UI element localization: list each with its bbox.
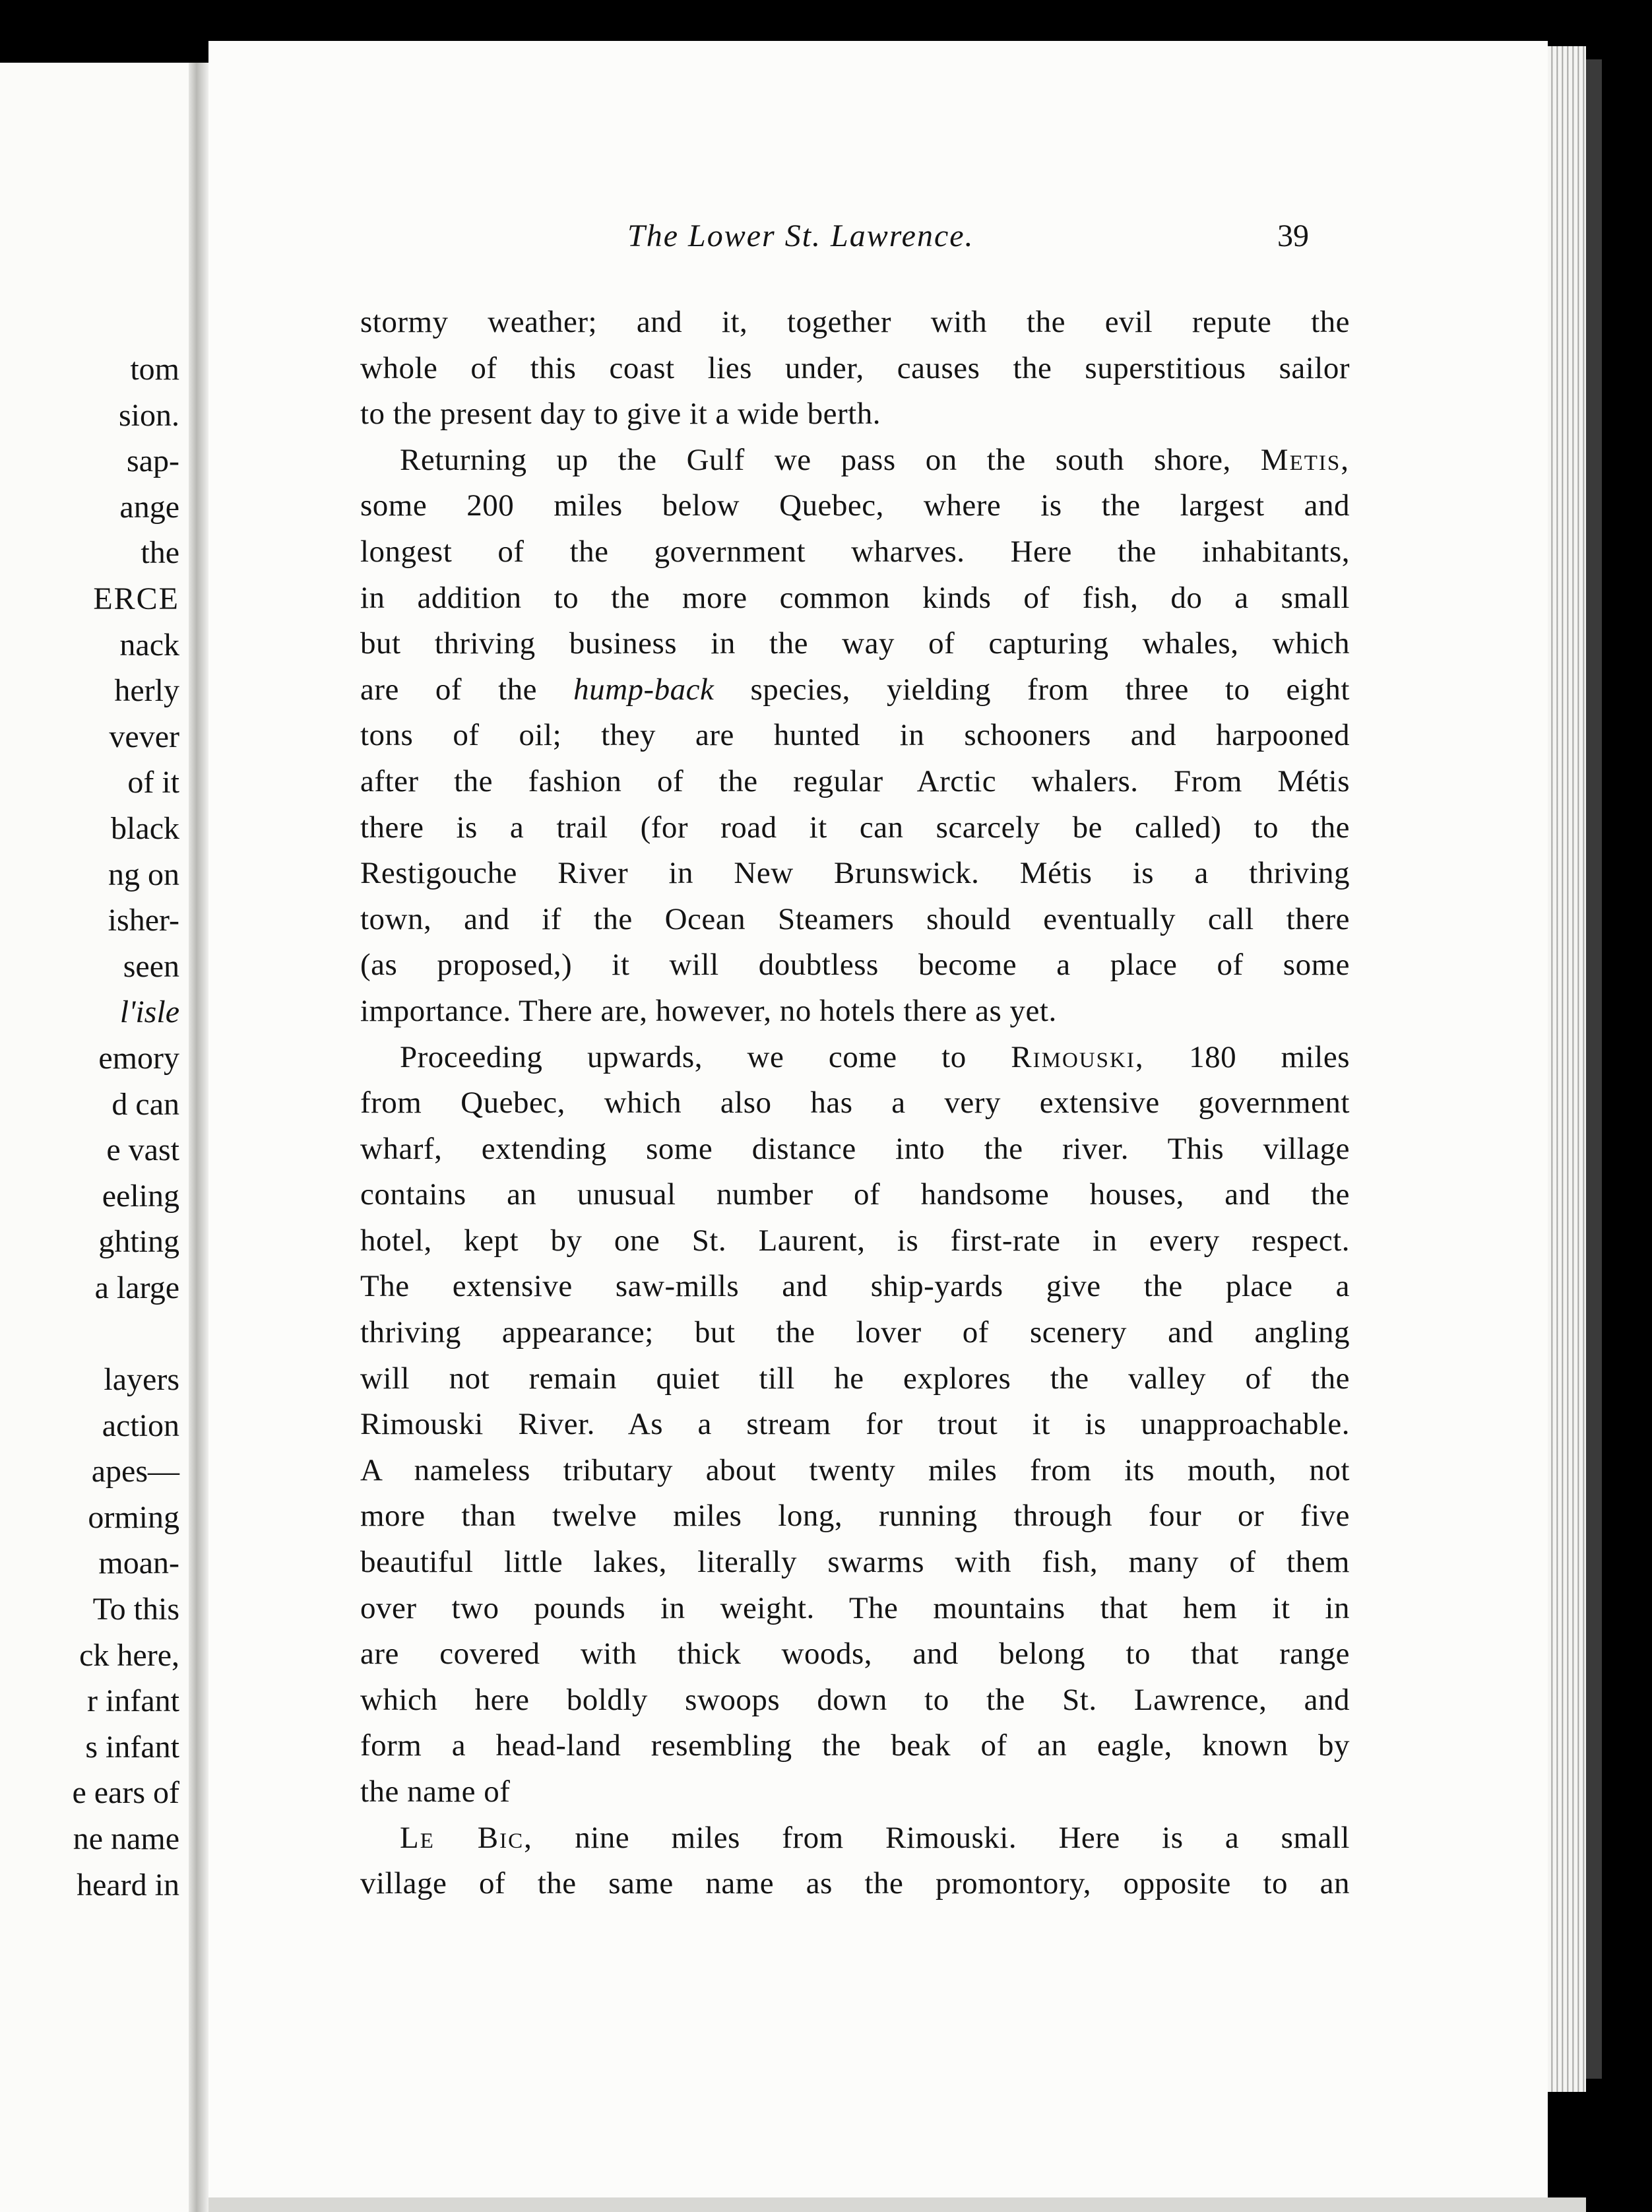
text-line: (as proposed,) it will doubtless become a place of some: [360, 948, 1350, 983]
left-page-line: heard in: [77, 1867, 179, 1903]
left-page-line: e ears of: [72, 1775, 179, 1811]
text-line: wharf, extending some distance into the river. This village: [360, 1131, 1350, 1166]
left-page-line: e vast: [106, 1132, 179, 1168]
page-edges-shadow: [1586, 59, 1602, 2079]
text-run: Proceeding upwards, we come to: [400, 1039, 1011, 1074]
left-page-line: ange: [119, 489, 179, 525]
left-page-line: nack: [119, 627, 179, 663]
left-page-line: ERCE: [93, 581, 179, 616]
small-caps-place-name: Le Bic,: [400, 1820, 533, 1855]
text-line: [360, 1815, 1350, 1862]
paragraph: [360, 1815, 1350, 1907]
left-page-line: ck here,: [79, 1637, 179, 1673]
left-page-line: of it: [127, 765, 179, 800]
left-page-line: [0, 1311, 189, 1357]
italic-term: hump-back: [573, 672, 715, 707]
text-line: over two pounds in weight. The mountains that hem it in: [360, 1590, 1350, 1625]
left-page-line: tom: [130, 352, 179, 387]
text-run: 180 miles: [1144, 1039, 1350, 1074]
running-head: [208, 218, 1309, 264]
text-line: but thriving business in the way of capturing whales, which: [360, 626, 1350, 661]
text-line: town, and if the Ocean Steamers should eventually call there: [360, 901, 1350, 936]
text-line: form a head-land resembling the beak of an eagle, known by: [360, 1728, 1350, 1763]
text-line: beautiful little lakes, literally swarms with fish, many of them: [360, 1545, 1350, 1580]
text-line: more than twelve miles long, running through four or five: [360, 1499, 1350, 1534]
text-line: in addition to the more common kinds of fish, do a small: [360, 580, 1350, 615]
text-line: tons of oil; they are hunted in schooners and harpooned: [360, 718, 1350, 753]
left-page-line: ng on: [108, 857, 179, 892]
left-page-line: s infant: [85, 1729, 179, 1765]
left-page-line: isher-: [108, 903, 179, 938]
text-line: from Quebec, which also has a very extensive government: [360, 1086, 1350, 1121]
left-page-line: layers: [104, 1362, 179, 1398]
text-line: stormy weather; and it, together with the evil repute the: [360, 305, 1350, 339]
text-line: will not remain quiet till he explores the valley of the: [360, 1361, 1350, 1396]
text-run: nine miles from Rimouski. Here is a small: [532, 1820, 1350, 1855]
text-line: are covered with thick woods, and belong to that range: [360, 1637, 1350, 1672]
text-line: A nameless tributary about twenty miles from its mouth, not: [360, 1452, 1350, 1487]
left-page-line: black: [111, 810, 179, 846]
left-page-line: the: [141, 535, 179, 571]
left-page-line: emory: [98, 1040, 179, 1076]
book-gutter: [189, 63, 208, 2212]
left-page-line: vever: [109, 719, 179, 754]
text-line: [360, 667, 1350, 713]
small-caps-place-name: Metis,: [1260, 442, 1350, 477]
text-line: Rimouski River. As a stream for trout it is unapproachable.: [360, 1407, 1350, 1442]
text-line: [360, 438, 1350, 484]
left-page-line: moan-: [98, 1545, 179, 1581]
left-page-line: ne name: [73, 1821, 179, 1856]
text-line: to the present day to give it a wide berth.: [360, 397, 881, 432]
paragraph: [360, 300, 1350, 438]
page-edges: [1548, 46, 1586, 2092]
right-page: [208, 41, 1548, 2212]
text-line: importance. There are, however, no hotels there as yet.: [360, 993, 1057, 1028]
text-run: are of the: [360, 672, 574, 707]
left-page-line: herly: [114, 673, 179, 709]
left-page-line: a large: [94, 1270, 179, 1305]
paragraph: [360, 1035, 1350, 1815]
left-page-line: d can: [111, 1086, 179, 1122]
left-page-line: seen: [123, 948, 179, 984]
left-page-line: ghting: [98, 1224, 179, 1260]
text-line: the name of: [360, 1774, 511, 1809]
left-page-line: orming: [88, 1499, 179, 1535]
text-line: some 200 miles below Quebec, where is the largest and: [360, 488, 1350, 523]
text-run: species, yielding from three to eight: [714, 672, 1350, 707]
left-page-line: r infant: [87, 1683, 179, 1719]
left-page-line: sap-: [127, 443, 179, 479]
left-page-text: [0, 346, 189, 1908]
page-bottom-edge: [208, 2197, 1586, 2212]
text-line: The extensive saw-mills and ship-yards give the place a: [360, 1269, 1350, 1304]
text-line: which here boldly swoops down to the St. Lawrence, and: [360, 1682, 1350, 1717]
text-run: Returning up the Gulf we pass on the south shore,: [400, 442, 1261, 477]
left-page-line: apes—: [91, 1454, 179, 1489]
left-page-line: action: [102, 1408, 179, 1443]
paragraph: [360, 438, 1350, 1035]
text-line: village of the same name as the promontory, opposite to an: [360, 1866, 1350, 1901]
text-line: there is a trail (for road it can scarcely be called) to the: [360, 810, 1350, 845]
left-page-line: sion.: [118, 397, 179, 433]
left-page-line: l'isle: [119, 994, 179, 1030]
text-line: [360, 1035, 1350, 1081]
small-caps-place-name: Rimouski,: [1011, 1039, 1145, 1074]
text-line: hotel, kept by one St. Laurent, is first-rate in every respect.: [360, 1223, 1350, 1258]
left-page: [0, 63, 191, 2212]
text-line: after the fashion of the regular Arctic whalers. From Métis: [360, 764, 1350, 798]
text-line: Restigouche River in New Brunswick. Métis is a thriving: [360, 856, 1350, 891]
text-line: thriving appearance; but the lover of scenery and angling: [360, 1315, 1350, 1350]
text-line: whole of this coast lies under, causes the superstitious sailor: [360, 350, 1350, 385]
page-number: 39: [1277, 218, 1309, 253]
text-line: longest of the government wharves. Here the inhabitants,: [360, 534, 1350, 569]
left-page-line: To this: [92, 1592, 179, 1627]
left-page-line: eeling: [102, 1178, 179, 1214]
running-title: The Lower St. Lawrence.: [627, 218, 974, 253]
text-line: contains an unusual number of handsome houses, and the: [360, 1177, 1350, 1212]
body-text: [360, 300, 1350, 1907]
